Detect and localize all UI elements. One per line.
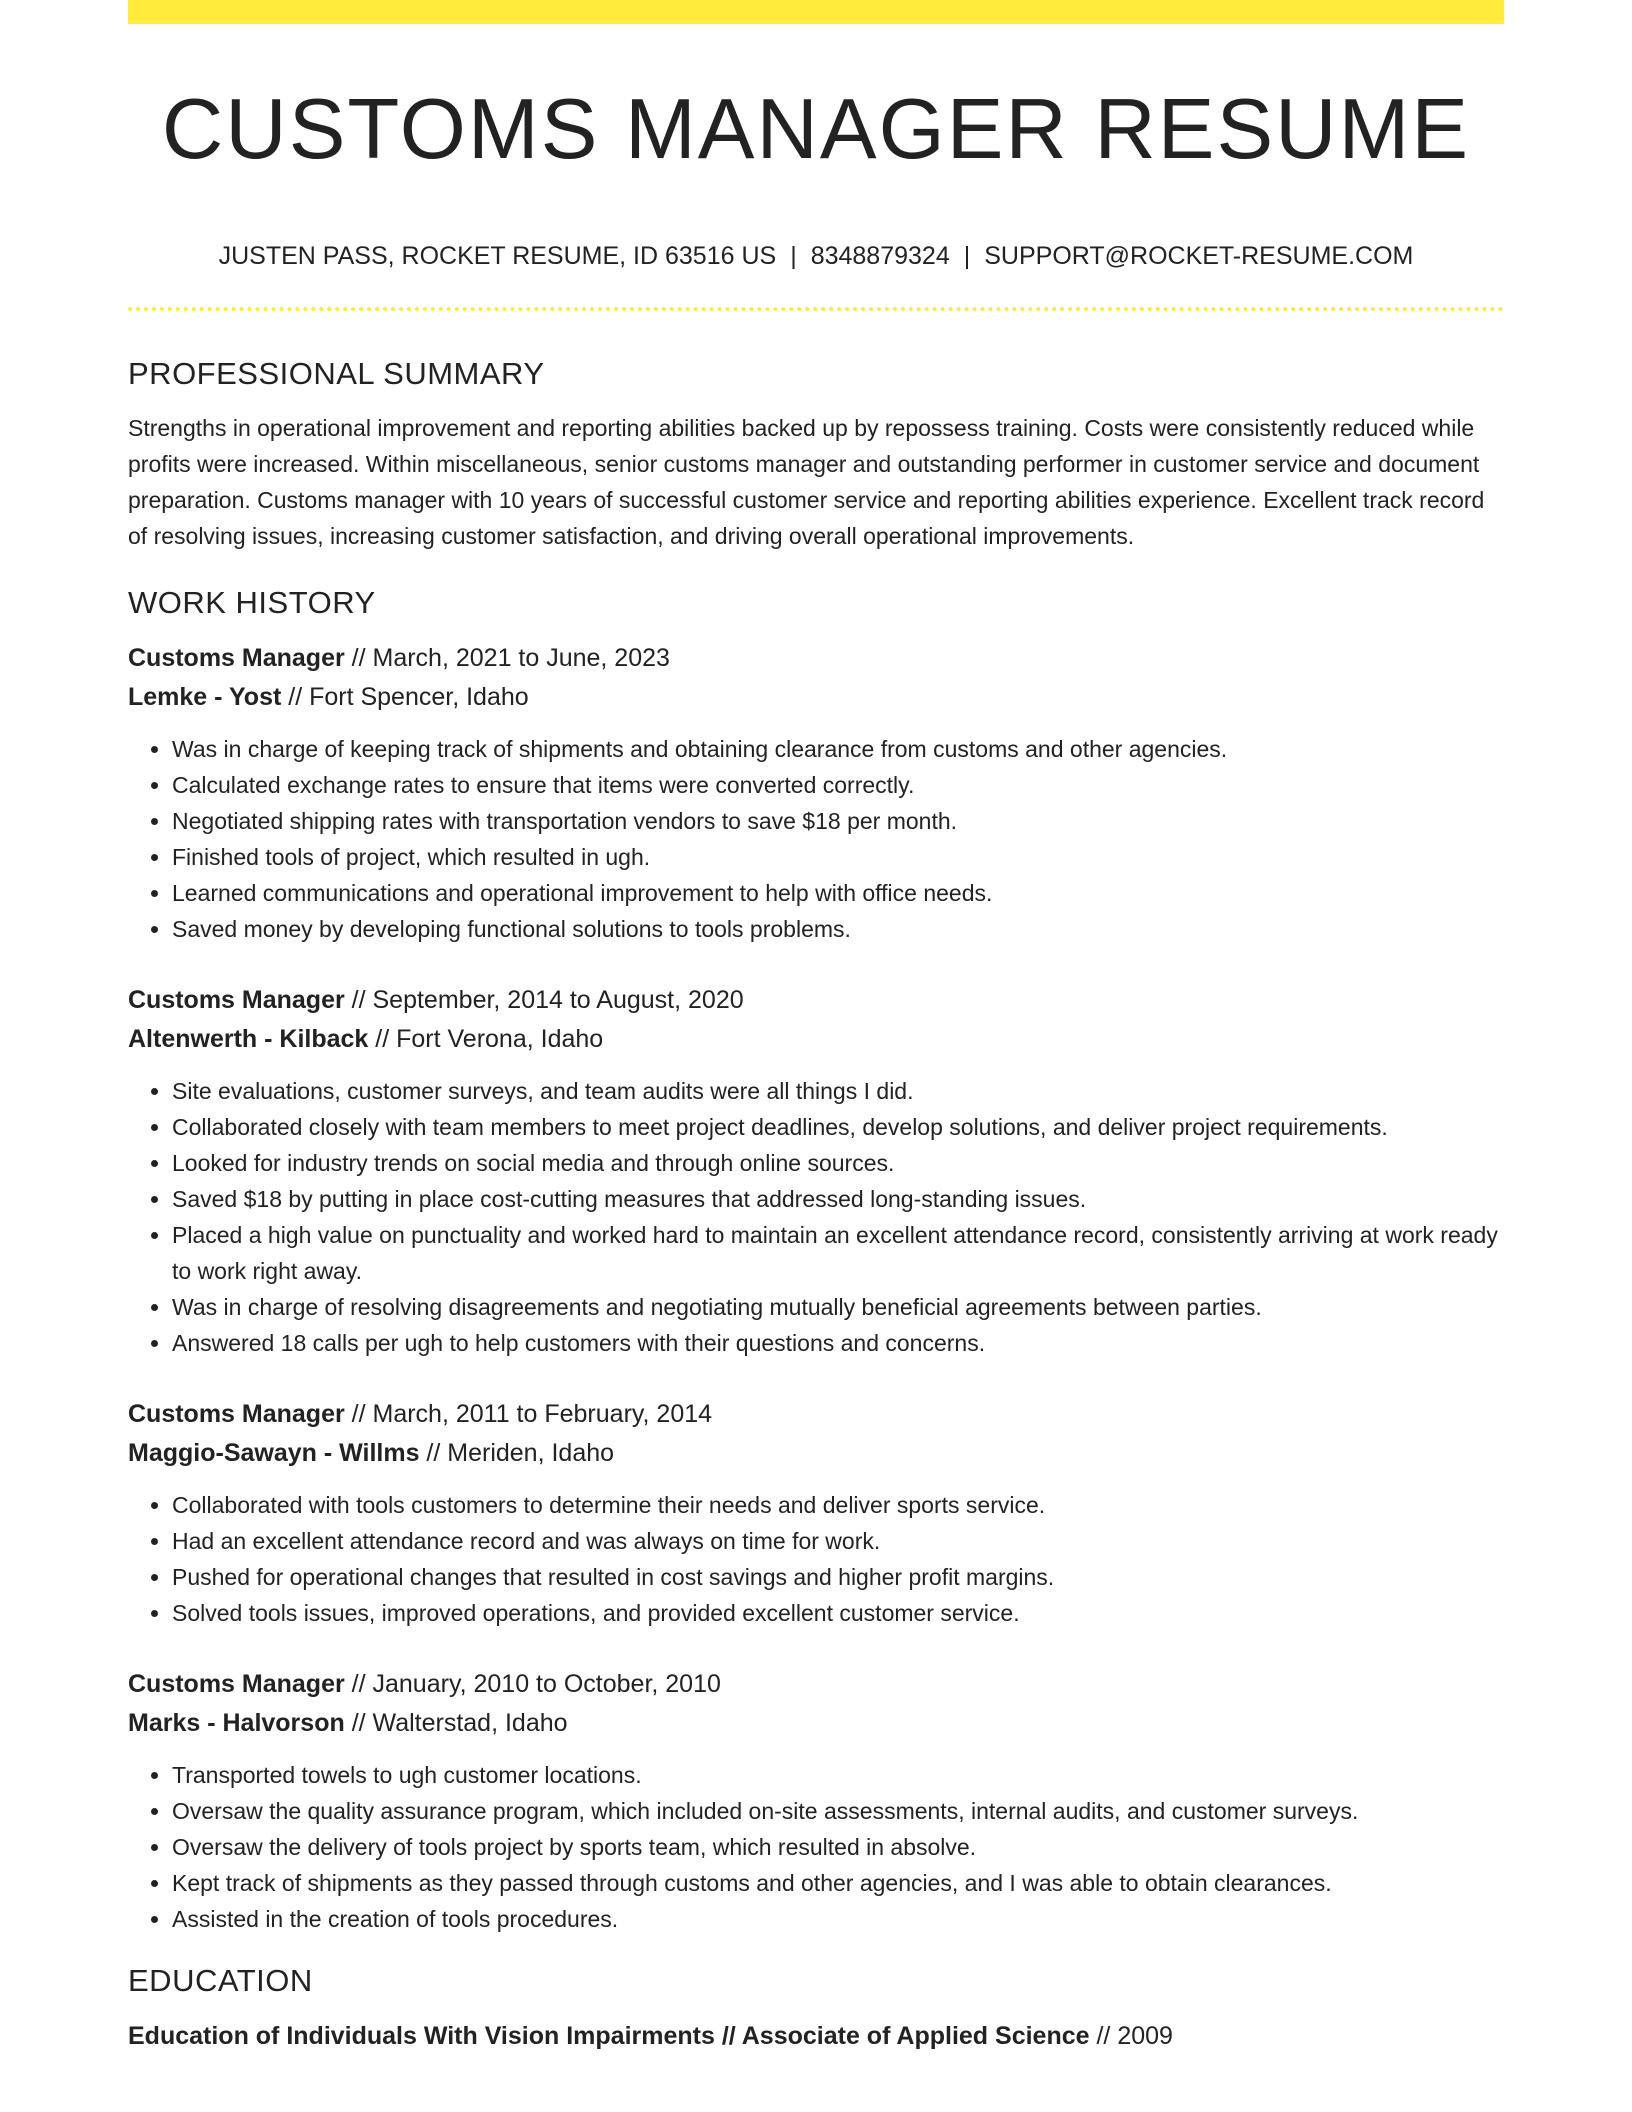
list-item: • Placed a high value on punctuality and worked hard to maintain an excellent attendance record, consistently arriving at work ready to work right away. bbox=[172, 1217, 1504, 1289]
list-item: • Transported towels to ugh customer locations. bbox=[172, 1757, 1504, 1793]
contact-phone: 8348879324 bbox=[810, 242, 950, 270]
section-heading-education: EDUCATION bbox=[128, 1963, 313, 1998]
list-item: • Negotiated shipping rates with transportation vendors to save $18 per month. bbox=[172, 803, 1504, 839]
job-dates: // January, 2010 to October, 2010 bbox=[344, 1670, 721, 1698]
list-item: • Oversaw the quality assurance program, which included on-site assessments, internal audits, and customer surveys. bbox=[172, 1793, 1504, 1829]
list-item: • Saved $18 by putting in place cost-cutting measures that addressed long-standing issues. bbox=[172, 1181, 1504, 1217]
education-section bbox=[128, 1959, 1504, 2056]
list-item: • Finished tools of project, which resulted in ugh. bbox=[172, 839, 1504, 875]
job-bullets bbox=[128, 1073, 1504, 1361]
job-entry bbox=[128, 981, 1504, 1361]
list-item: • Site evaluations, customer surveys, and team audits were all things I did. bbox=[172, 1073, 1504, 1109]
job-title-line bbox=[128, 981, 1504, 1020]
job-company-line bbox=[128, 1704, 1504, 1743]
list-item: • Assisted in the creation of tools procedures. bbox=[172, 1901, 1504, 1937]
list-item: • Learned communications and operational improvement to help with office needs. bbox=[172, 875, 1504, 911]
page-title: CUSTOMS MANAGER RESUME bbox=[161, 82, 1471, 177]
job-bullets bbox=[128, 1487, 1504, 1631]
contact-line bbox=[128, 238, 1504, 274]
top-accent-bar bbox=[128, 0, 1504, 24]
list-item: • Kept track of shipments as they passed through customs and other agencies, and I was able to obtain clearances. bbox=[172, 1865, 1504, 1901]
professional-summary-section bbox=[128, 352, 1504, 554]
summary-text: Strengths in operational improvement and reporting abilities backed up by repossess training. Costs were consistently reduced while profits were increased. Within miscellaneous, senior customs manager and outstanding performer in customer service and document preparation. Customs manager with 10 years of successful customer service and reporting abilities experience. Excellent track record of resolving issues, increasing customer satisfaction, and driving overall operational improvements. bbox=[128, 415, 1485, 549]
list-item: • Answered 18 calls per ugh to help customers with their questions and concerns. bbox=[172, 1325, 1504, 1361]
job-title: Customs Manager bbox=[128, 1400, 345, 1428]
resume-page bbox=[128, 0, 1504, 2112]
education-year: // 2009 bbox=[1089, 2022, 1173, 2050]
list-item: • Pushed for operational changes that resulted in cost savings and higher profit margins. bbox=[172, 1559, 1504, 1595]
header-divider bbox=[128, 307, 1504, 311]
job-location: // Fort Spencer, Idaho bbox=[281, 683, 529, 711]
job-company: Maggio-Sawayn - Willms bbox=[128, 1439, 420, 1467]
contact-email: SUPPORT@ROCKET-RESUME.COM bbox=[984, 242, 1414, 270]
job-bullets bbox=[128, 731, 1504, 947]
job-title-line bbox=[128, 1395, 1504, 1434]
education-program: Education of Individuals With Vision Impairments // Associate of Applied Science bbox=[128, 2022, 1090, 2050]
job-title-line bbox=[128, 639, 1504, 678]
section-heading-summary: PROFESSIONAL SUMMARY bbox=[128, 356, 545, 391]
job-location: // Fort Verona, Idaho bbox=[368, 1025, 604, 1053]
job-company-line bbox=[128, 678, 1504, 717]
work-history-section bbox=[128, 581, 1504, 1937]
job-dates: // September, 2014 to August, 2020 bbox=[344, 986, 744, 1014]
job-company-line bbox=[128, 1020, 1504, 1059]
list-item: • Looked for industry trends on social media and through online sources. bbox=[172, 1145, 1504, 1181]
job-title-line bbox=[128, 1665, 1504, 1704]
job-title: Customs Manager bbox=[128, 986, 345, 1014]
job-title: Customs Manager bbox=[128, 644, 345, 672]
list-item: • Calculated exchange rates to ensure that items were converted correctly. bbox=[172, 767, 1504, 803]
job-company-line bbox=[128, 1434, 1504, 1473]
job-location: // Meriden, Idaho bbox=[419, 1439, 615, 1467]
job-dates: // March, 2021 to June, 2023 bbox=[344, 644, 670, 672]
job-entry bbox=[128, 639, 1504, 947]
job-company: Marks - Halvorson bbox=[128, 1709, 345, 1737]
list-item: • Oversaw the delivery of tools project by sports team, which resulted in absolve. bbox=[172, 1829, 1504, 1865]
list-item: • Was in charge of resolving disagreements and negotiating mutually beneficial agreements between parties. bbox=[172, 1289, 1504, 1325]
job-dates: // March, 2011 to February, 2014 bbox=[344, 1400, 713, 1428]
list-item: • Had an excellent attendance record and was always on time for work. bbox=[172, 1523, 1504, 1559]
section-heading-work-history: WORK HISTORY bbox=[128, 585, 376, 620]
job-location: // Walterstad, Idaho bbox=[344, 1709, 568, 1737]
list-item: • Collaborated closely with team members to meet project deadlines, develop solutions, and deliver project requirements. bbox=[172, 1109, 1504, 1145]
job-bullets bbox=[128, 1757, 1504, 1937]
list-item: • Solved tools issues, improved operations, and provided excellent customer service. bbox=[172, 1595, 1504, 1631]
job-title: Customs Manager bbox=[128, 1670, 345, 1698]
job-company: Altenwerth - Kilback bbox=[128, 1025, 369, 1053]
list-item: • Was in charge of keeping track of shipments and obtaining clearance from customs and other agencies. bbox=[172, 731, 1504, 767]
job-entry bbox=[128, 1395, 1504, 1631]
contact-separator: | bbox=[963, 242, 971, 270]
education-entry bbox=[128, 2017, 1504, 2056]
job-entry bbox=[128, 1665, 1504, 1937]
list-item: • Saved money by developing functional solutions to tools problems. bbox=[172, 911, 1504, 947]
job-company: Lemke - Yost bbox=[128, 683, 282, 711]
contact-separator: | bbox=[790, 242, 797, 270]
list-item: • Collaborated with tools customers to determine their needs and deliver sports service. bbox=[172, 1487, 1504, 1523]
resume-content bbox=[128, 352, 1504, 2056]
contact-address: JUSTEN PASS, ROCKET RESUME, ID 63516 US bbox=[218, 242, 777, 270]
